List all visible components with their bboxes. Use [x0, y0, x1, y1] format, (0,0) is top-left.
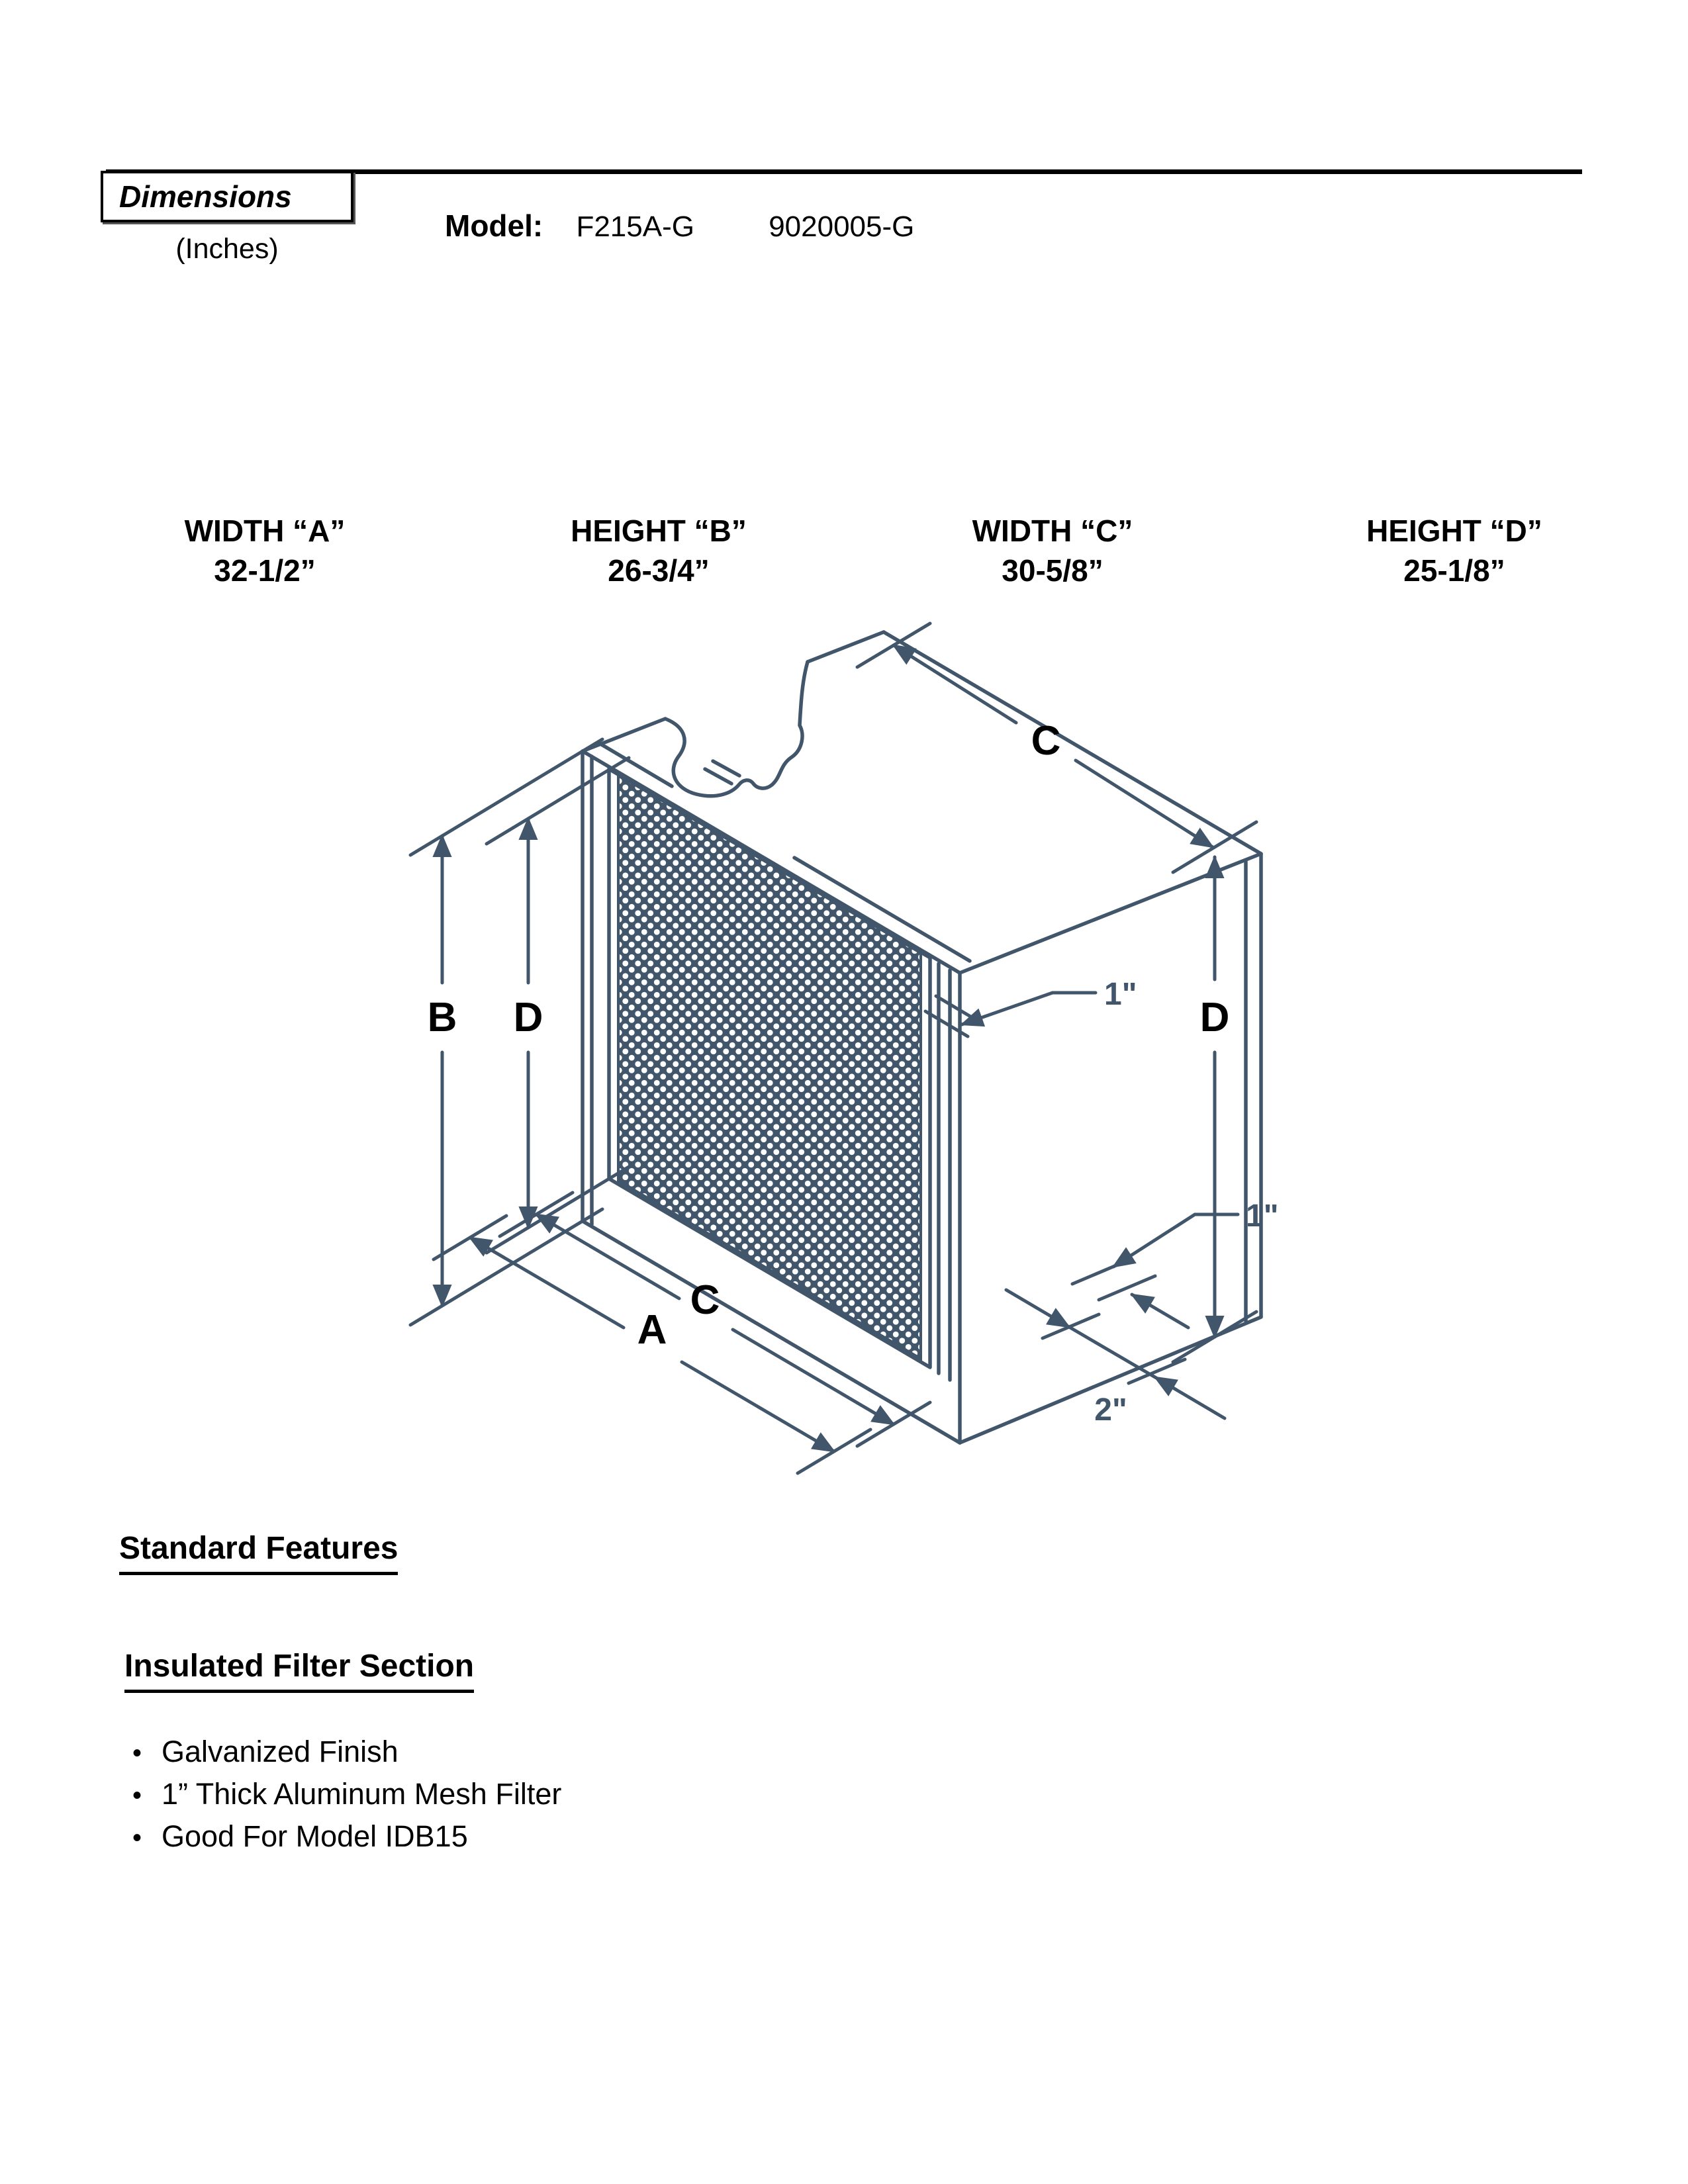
dimension-column-height-d — [1269, 511, 1640, 590]
dimension-column-width-a — [79, 511, 450, 590]
label-width-a: A — [637, 1307, 667, 1353]
label-width-c-bottom: C — [690, 1277, 720, 1323]
dimension-value: 32-1/2” — [214, 553, 316, 588]
label-height-b: B — [427, 995, 457, 1040]
features-heading: Standard Features — [119, 1530, 398, 1575]
dimension-d-right — [1173, 857, 1256, 1362]
feature-item: • Good For Model IDB15 — [132, 1816, 561, 1858]
model-row — [445, 208, 914, 244]
dimension-c-top — [857, 623, 1256, 872]
standard-features-section — [119, 1530, 398, 1575]
label-height-d-left: D — [513, 995, 543, 1040]
feature-item: • Galvanized Finish — [132, 1731, 561, 1774]
model-label: Model: — [445, 208, 543, 243]
model-number: F215A-G — [576, 210, 694, 243]
dimensions-title: Dimensions — [119, 179, 292, 214]
dimension-column-width-c — [867, 511, 1238, 590]
label-flange-thickness: 1" — [1246, 1199, 1279, 1234]
callout-filter-thickness — [925, 977, 1137, 1036]
features-list — [132, 1731, 561, 1858]
dimension-label: HEIGHT “D” — [1366, 514, 1542, 548]
units-label: (Inches) — [175, 233, 279, 265]
dimension-label: HEIGHT “B” — [571, 514, 747, 548]
dimension-value: 25-1/8” — [1403, 553, 1505, 588]
callout-collar-depth — [1006, 1290, 1225, 1428]
features-subheading: Insulated Filter Section — [124, 1648, 474, 1693]
dimension-label: WIDTH “C” — [972, 514, 1133, 548]
feature-item: • 1” Thick Aluminum Mesh Filter — [132, 1774, 561, 1816]
dimensions-title-box — [101, 171, 353, 222]
label-filter-thickness: 1" — [1104, 977, 1137, 1012]
isometric-filter-drawing — [371, 596, 1317, 1522]
dimension-column-height-b — [473, 511, 844, 590]
dimension-value: 30-5/8” — [1002, 553, 1103, 588]
label-width-c-top: C — [1031, 718, 1061, 764]
label-collar-depth: 2" — [1094, 1392, 1127, 1428]
dimension-label: WIDTH “A” — [184, 514, 346, 548]
bullet-icon: • — [132, 1823, 142, 1852]
bullet-icon: • — [132, 1739, 142, 1768]
part-number: 9020005-G — [769, 210, 915, 243]
label-height-d-right: D — [1199, 995, 1230, 1040]
dimension-value: 26-3/4” — [608, 553, 710, 588]
bullet-icon: • — [132, 1781, 142, 1810]
